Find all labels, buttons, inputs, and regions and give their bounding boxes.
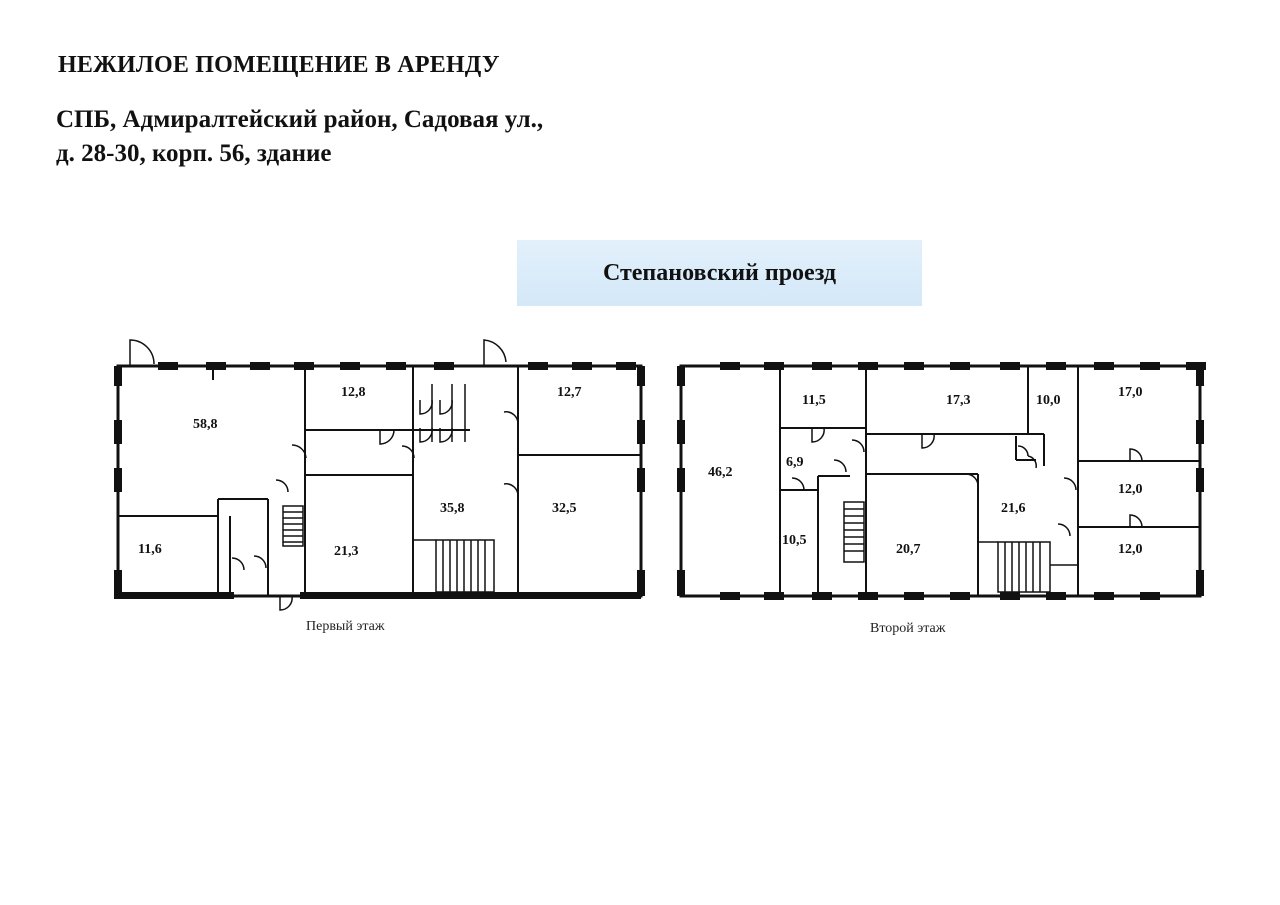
room-area: 17,3 <box>946 393 971 408</box>
second-floor-stairs <box>844 502 1078 592</box>
room-area: 12,0 <box>1118 482 1143 497</box>
room-area: 12,7 <box>557 385 582 400</box>
room-area: 20,7 <box>896 542 921 557</box>
room-area: 6,9 <box>786 455 804 470</box>
address-line-1: СПБ, Адмиралтейский район, Садовая ул., <box>56 106 544 133</box>
room-area: 17,0 <box>1118 385 1143 400</box>
room-area: 10,5 <box>782 533 807 548</box>
room-area: 11,6 <box>138 542 162 557</box>
room-area: 11,5 <box>802 393 826 408</box>
room-area: 46,2 <box>708 465 733 480</box>
first-floor-interior-walls <box>118 366 641 596</box>
room-area: 21,6 <box>1001 501 1026 516</box>
address-line-2: д. 28-30, корп. 56, здание <box>56 140 332 167</box>
room-area: 12,8 <box>341 385 366 400</box>
first-floor-plan <box>114 340 645 634</box>
room-area: 21,3 <box>334 544 359 559</box>
room-area: 35,8 <box>440 501 465 516</box>
second-floor-outer-wall <box>681 366 1200 596</box>
room-area: 12,0 <box>1118 542 1143 557</box>
room-area: 10,0 <box>1036 393 1061 408</box>
first-floor-outer-wall <box>118 366 641 596</box>
second-floor-plan <box>677 362 1206 636</box>
floor-caption: Первый этаж <box>306 619 385 634</box>
first-floor-stairs <box>283 506 494 592</box>
second-floor-interior-walls <box>780 366 1200 596</box>
room-area: 58,8 <box>193 417 218 432</box>
room-area: 32,5 <box>552 501 577 516</box>
page-title: НЕЖИЛОЕ ПОМЕЩЕНИЕ В АРЕНДУ <box>58 52 500 78</box>
street-label: Степановский проезд <box>517 240 922 306</box>
floor-caption: Второй этаж <box>870 621 946 636</box>
